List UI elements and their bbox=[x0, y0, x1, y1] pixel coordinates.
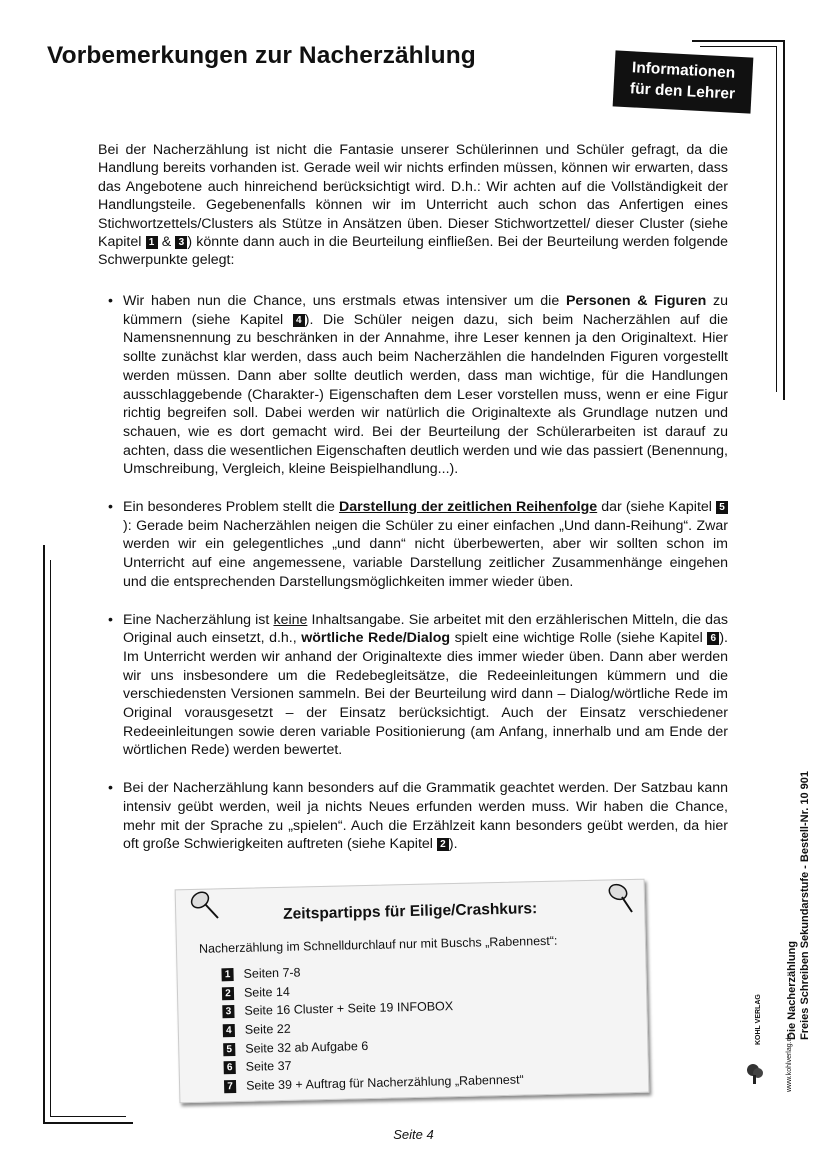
chapter-badge-6: 6 bbox=[707, 632, 719, 645]
b1-text-2: zu kümmern (siehe Kapitel bbox=[123, 293, 728, 328]
item-text: Seite 32 ab Aufgabe 6 bbox=[245, 1038, 369, 1056]
b2-bold: Darstellung der zeitlichen Reihenfolge bbox=[338, 499, 598, 516]
list-item-sequence bbox=[108, 498, 728, 592]
b3-text-4: ). Im Unterricht werden wir anhand der Originaltexte dies immer wieder üben. Dann aber werden wir uns insbesondere um die Redebegleitsätze, die Redeeinleitungen kümmern und die verschiedensten Versionen sammeln. Bei der Beurteilung wird dann – Dialog/wörtliche Rede im Original vorausgesetzt – der Einsatz berücksichtigt. Auch der Einsatz verschiedener Redeeinleitungen sowie deren variable Positionierung (am Anfang, innerhalb und am Ende der wörtlichen Rede) werden bewertet. bbox=[123, 630, 728, 759]
badge-line-1: Informationen bbox=[631, 59, 736, 82]
b1-bold: Personen & Figuren bbox=[565, 293, 707, 309]
frame-line-left bbox=[43, 545, 45, 1123]
frame-line-bottom-left bbox=[43, 1122, 133, 1124]
item-number: 5 bbox=[223, 1043, 235, 1056]
item-number: 7 bbox=[224, 1080, 236, 1093]
item-number: 4 bbox=[223, 1024, 235, 1037]
page-number: Seite 4 bbox=[393, 1127, 434, 1142]
badge-line-2: für den Lehrer bbox=[629, 80, 736, 103]
list-item-grammar bbox=[108, 779, 728, 854]
item-number: 1 bbox=[221, 968, 233, 981]
page-title: Vorbemerkungen zur Nacherzählung bbox=[47, 42, 476, 69]
book-subtitle: Freies Schreiben Sekundarstufe - Bestell-Nr. 10 901 bbox=[798, 770, 811, 1040]
b2-text-3: ): Gerade beim Nacherzählen neigen die Schüler zu einer einfachen „Und dann-Reihung“. Zwar werden wir ein gelegentliches „und dann“ nicht überbewerten, aber wir sollten schon im Unterricht auf eine angemessene, variable Darstellung zeitlicher Zusammenhänge eingehen und die entsprechenden Darstellungsmöglichkeiten immer wieder üben. bbox=[123, 517, 728, 590]
b3-bold: wörtliche Rede/Dialog bbox=[301, 630, 451, 647]
chapter-badge-4: 4 bbox=[293, 314, 305, 327]
pin-icon bbox=[604, 880, 638, 914]
frame-line-top-right-inner bbox=[700, 46, 776, 47]
tree-logo-icon bbox=[742, 1060, 768, 1086]
intro-amp: & bbox=[157, 234, 176, 251]
frame-line-top-right bbox=[692, 40, 784, 42]
item-text: Seite 22 bbox=[244, 1021, 291, 1037]
intro-text-1: Bei der Nacherzählung ist nicht die Fantasie unserer Schülerinnen und Schüler gefragt, da die Handlung bereits vorhanden ist. Gerade weil wir nichts erfinden müssen, können wir erwarten, dass das Angebotene auch hinreichend berücksichtigt wird. D.h.: Wir achten auf die Vollständigkeit der Handlungsteile. Gegebenenfalls können wir im Unterricht auch schon das Anfertigen eines Stichwortzettels/Clusters als Stütze in Ansätzen üben. Dieser Stichwortzettel/ dieser Cluster (siehe Kapitel bbox=[98, 142, 728, 251]
item-number: 2 bbox=[222, 987, 234, 1000]
teacher-info-badge bbox=[613, 50, 754, 113]
item-number: 3 bbox=[222, 1005, 234, 1018]
card-items bbox=[221, 959, 524, 1097]
b1-text-1: Wir haben nun die Chance, uns erstmals etwas intensiver um die bbox=[123, 293, 566, 309]
intro-paragraph bbox=[98, 141, 728, 270]
focus-points-list bbox=[108, 292, 728, 873]
chapter-badge-5: 5 bbox=[716, 501, 728, 514]
item-text: Seite 16 Cluster + Seite 19 INFOBOX bbox=[244, 999, 454, 1019]
publisher-logo-text: KOHL VERLAG bbox=[755, 994, 762, 1045]
card-subtitle: Nacherzählung im Schnelldurchlauf nur mit Buschs „Rabennest“: bbox=[198, 933, 558, 956]
item-text: Seite 37 bbox=[245, 1059, 292, 1075]
b2-text-1: Ein besonderes Problem stellt die bbox=[123, 499, 339, 516]
b3-underline: keine bbox=[273, 611, 308, 628]
b3-text-1: Eine Nacherzählung ist bbox=[123, 611, 274, 628]
card-title: Zeitspartipps für Eilige/Crashkurs: bbox=[282, 900, 538, 923]
b3-text-3: spielt eine wichtige Rolle (siehe Kapitel bbox=[450, 630, 708, 647]
crashcourse-card bbox=[175, 879, 650, 1104]
intro-text-2: ) könnte dann auch in die Beurteilung einfließen. Bei der Beurteilung werden folgende Schwerpunkte gelegt: bbox=[98, 234, 729, 269]
b3-text-2: Inhaltsangabe. Sie arbeitet mit den erzählerischen Mitteln, die das Original auch einsetzt, d.h., bbox=[123, 611, 729, 647]
chapter-badge-1: 1 bbox=[146, 236, 158, 249]
publication-info bbox=[786, 771, 811, 1040]
frame-line-right-inner bbox=[776, 46, 777, 392]
frame-line-right bbox=[783, 40, 785, 400]
frame-line-bottom-left-inner bbox=[50, 1116, 126, 1117]
item-text: Seiten 7-8 bbox=[243, 965, 301, 981]
frame-line-left-inner bbox=[50, 560, 51, 1116]
pin-icon bbox=[188, 888, 222, 922]
b4-text-1: Bei der Nacherzählung kann besonders auf die Grammatik geachtet werden. Der Satzbau kann intensiv geübt werden, weil ja nichts Neues erfunden werden muss. Wir haben die Chance, mehr mit der Sprache zu „spielen“. Auch die Erzählzeit kann besonders geübt werden, da hier oft große Schwierigkeiten auftreten (siehe Kapitel bbox=[123, 780, 728, 853]
book-title: Die Nacherzählung bbox=[786, 940, 798, 1040]
chapter-badge-3: 3 bbox=[175, 236, 187, 249]
b1-text-3: ). Die Schüler neigen dazu, sich beim Nacherzählen auf die Namensnennung zu beschränken in der Annahme, ihre Leser kennen ja den Originaltext. Hier sollte zunächst klar werden, dass auch beim Nacherzählen die handelnden Figuren vorgestellt werden müssen. Dann aber sollte deutlich werden, dass man wichtige, für die Handlungen ausschlaggebende (Charakter-) Eigenschaften dem Leser vorstellen muss, wenn er eine Figur richtig begreifen soll. Dabei werden wir natürlich die Originaltexte als Grundlage nutzen und schauen, wie es dort gemacht wird. Bei der Beurteilung der Schülerarbeiten ist darauf zu achten, dass die wesentlichen Eigenschaften deutlich werden und wie das passiert (Benennung, Umschreibung, Vergleich, kleine Beispielhandlung...). bbox=[123, 311, 728, 478]
chapter-badge-2: 2 bbox=[437, 838, 449, 851]
b4-text-2: ). bbox=[448, 836, 458, 853]
b2-text-2: dar (siehe Kapitel bbox=[597, 499, 717, 516]
list-item-persons bbox=[108, 292, 728, 479]
publisher-website: www.kohlverlag.de bbox=[786, 1033, 793, 1092]
item-text: Seite 14 bbox=[243, 984, 291, 1000]
list-item-dialog bbox=[108, 611, 728, 761]
item-text: Seite 39 + Auftrag für Nacherzählung „Rabennest“ bbox=[245, 1072, 524, 1093]
item-number: 6 bbox=[224, 1061, 236, 1074]
